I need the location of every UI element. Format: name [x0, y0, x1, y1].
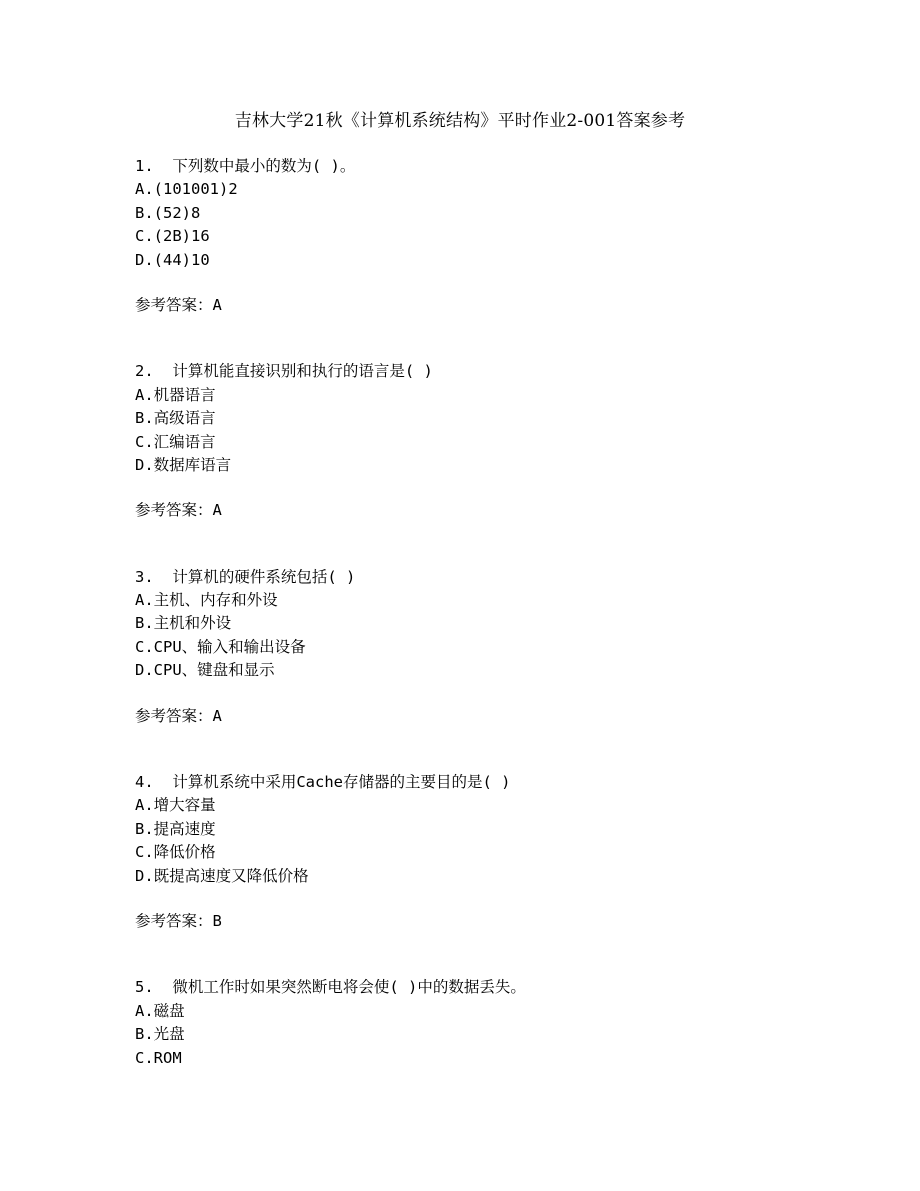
question-stem — [135, 771, 835, 794]
question-3 — [135, 566, 835, 744]
option-c: C.汇编语言 — [135, 432, 216, 451]
question-2 — [135, 360, 835, 538]
option-b: B.高级语言 — [135, 409, 216, 428]
option-a: A.增大容量 — [135, 796, 216, 815]
question-stem — [135, 566, 835, 589]
question-number: 3. — [135, 567, 154, 586]
answer-value: B — [212, 911, 222, 930]
question-text: 计算机能直接识别和执行的语言是( ) — [172, 362, 433, 381]
option-a: A.主机、内存和外设 — [135, 591, 278, 610]
option-a: A.磁盘 — [135, 1001, 185, 1020]
question-4 — [135, 771, 835, 949]
option-c: C.CPU、输入和输出设备 — [135, 637, 306, 656]
option-b: B.(52)8 — [135, 203, 201, 222]
question-list — [135, 155, 835, 1097]
question-number: 1. — [135, 157, 154, 175]
question-1 — [135, 155, 835, 333]
answer-value: A — [212, 295, 222, 314]
option-b: B.主机和外设 — [135, 614, 232, 633]
page-title: 吉林大学21秋《计算机系统结构》平时作业2-001答案参考 — [234, 111, 686, 131]
question-5 — [135, 976, 835, 1070]
answer-value: A — [212, 501, 222, 520]
answer-label: 参考答案： — [135, 706, 213, 725]
reference-answer — [135, 499, 835, 522]
option-c: C.(2B)16 — [135, 227, 210, 246]
answer-label: 参考答案： — [135, 501, 213, 520]
question-text: 下列数中最小的数为( )。 — [172, 157, 356, 175]
question-number: 5. — [135, 978, 154, 997]
option-b: B.提高速度 — [135, 819, 216, 838]
reference-answer — [135, 910, 835, 933]
question-stem — [135, 360, 835, 383]
answer-value: A — [212, 706, 222, 725]
question-stem — [135, 976, 835, 999]
reference-answer — [135, 294, 835, 317]
option-d: D.数据库语言 — [135, 455, 232, 474]
answer-label: 参考答案： — [135, 295, 213, 314]
question-stem — [135, 155, 835, 178]
option-c: C.降低价格 — [135, 843, 216, 862]
question-text: 计算机的硬件系统包括( ) — [172, 567, 356, 586]
reference-answer — [135, 705, 835, 728]
option-b: B.光盘 — [135, 1025, 185, 1044]
option-d: D.CPU、键盘和显示 — [135, 661, 275, 680]
option-a: A.(101001)2 — [135, 180, 238, 199]
question-text: 微机工作时如果突然断电将会使( )中的数据丢失。 — [172, 978, 526, 997]
option-a: A.机器语言 — [135, 385, 216, 404]
question-number: 4. — [135, 773, 154, 792]
answer-label: 参考答案： — [135, 911, 213, 930]
option-d: D.(44)10 — [135, 250, 210, 269]
option-c: C.ROM — [135, 1048, 182, 1067]
question-number: 2. — [135, 362, 154, 381]
question-text: 计算机系统中采用Cache存储器的主要目的是( ) — [172, 773, 511, 792]
option-d: D.既提高速度又降低价格 — [135, 866, 309, 885]
